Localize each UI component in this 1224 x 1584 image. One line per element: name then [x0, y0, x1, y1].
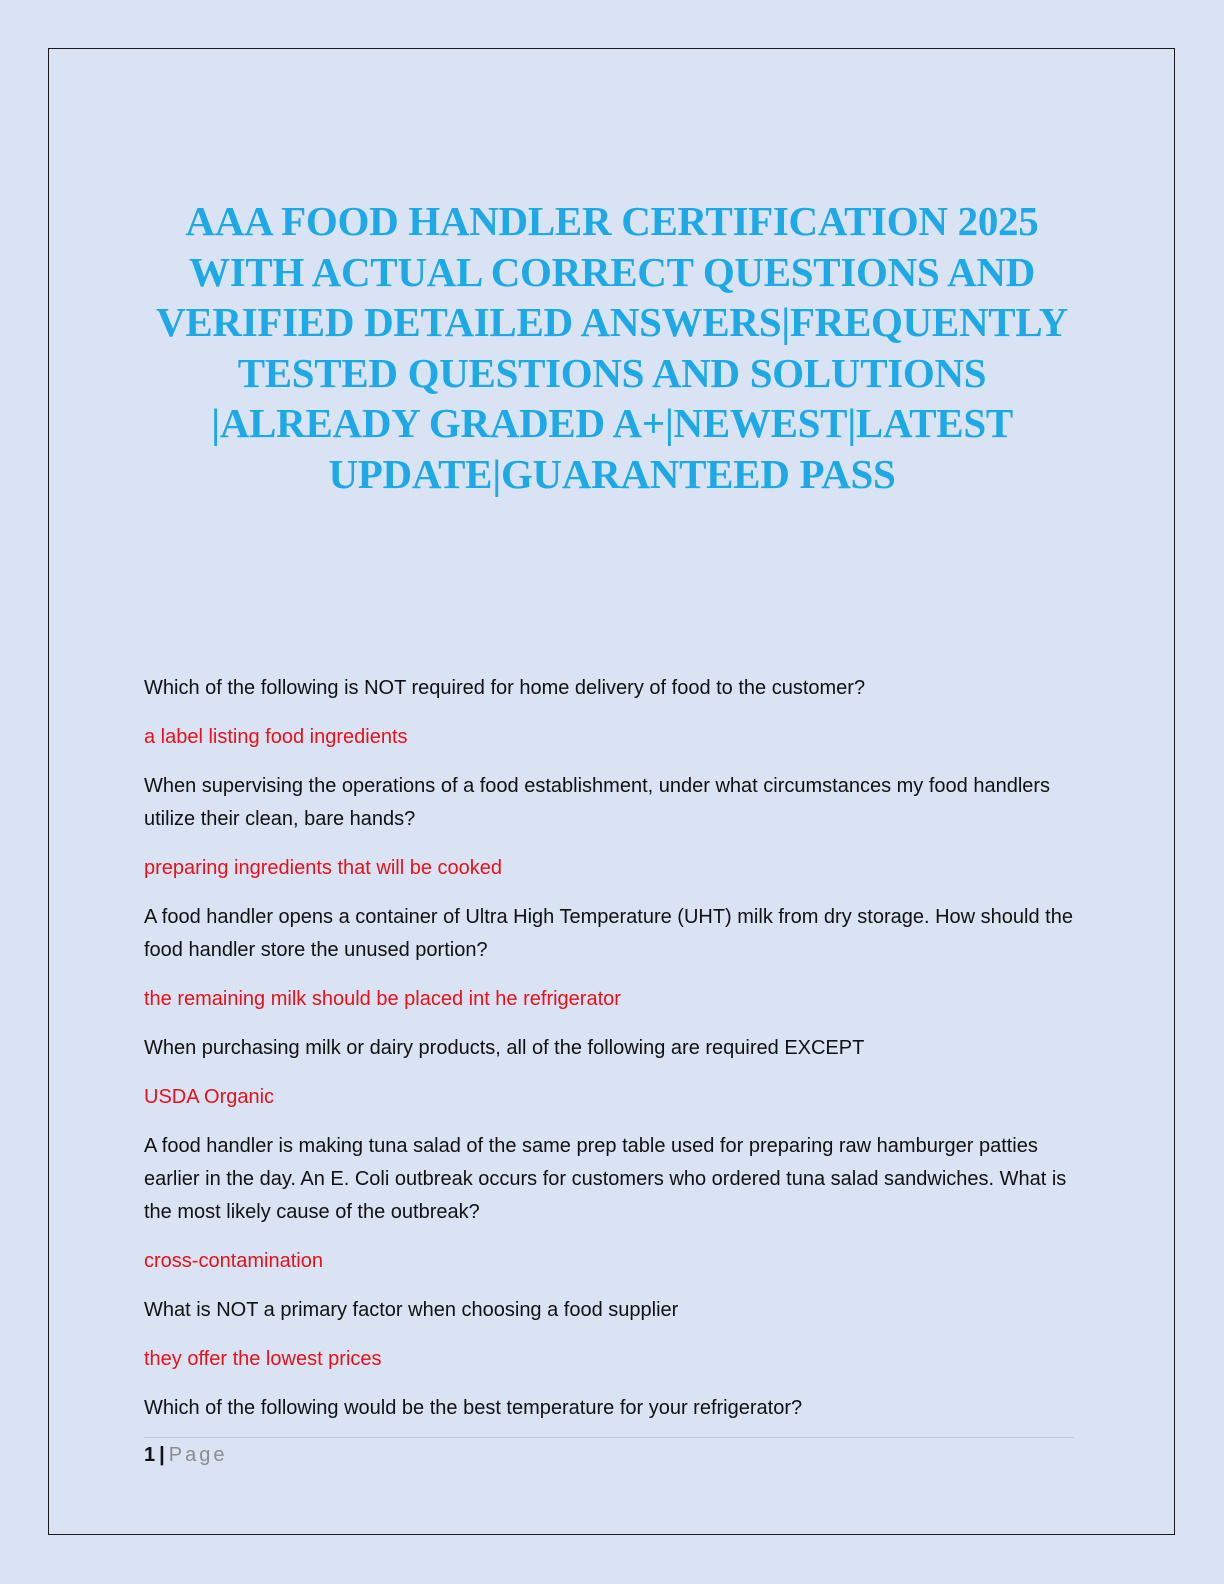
page-footer — [144, 1442, 227, 1468]
footer-separator: | — [159, 1444, 165, 1466]
answer-1: a label listing food ingredients — [144, 726, 408, 748]
question-6: What is NOT a primary factor when choosing a food supplier — [144, 1299, 679, 1321]
answer-5: cross-contamination — [144, 1250, 323, 1272]
question-1: Which of the following is NOT required for home delivery of food to the customer? — [144, 677, 866, 699]
document-title: AAA FOOD HANDLER CERTIFICATION 2025 WITH ACTUAL CORRECT QUESTIONS AND VERIFIED DETAILED ANSWERS|FREQUENTLY TESTED QUESTIONS AND SOLUTIONS |ALREADY GRADED A+|NEWEST|LATEST UPDATE|GUARANTEED PASS — [156, 198, 1068, 497]
answer-3: the remaining milk should be placed int he refrigerator — [144, 988, 621, 1010]
page-label: Page — [168, 1444, 228, 1466]
page-number: 1 — [144, 1444, 156, 1466]
question-7: Which of the following would be the best temperature for your refrigerator? — [144, 1397, 803, 1419]
qa-list — [144, 672, 1074, 1441]
answer-2: preparing ingredients that will be cooked — [144, 857, 502, 879]
answer-4: USDA Organic — [144, 1086, 275, 1108]
answer-6: they offer the lowest prices — [144, 1348, 382, 1370]
question-5: A food handler is making tuna salad of the same prep table used for preparing raw hamburger patties earlier in the day. An E. Coli outbreak occurs for customers who ordered tuna salad sandwiches. What is the most likely cause of the outbreak? — [144, 1135, 1067, 1223]
question-4: When purchasing milk or dairy products, all of the following are required EXCEPT — [144, 1037, 865, 1059]
footer-rule — [144, 1437, 1074, 1438]
question-3: A food handler opens a container of Ultra High Temperature (UHT) milk from dry storage. How should the food handler store the unused portion? — [144, 906, 1073, 961]
question-2: When supervising the operations of a food establishment, under what circumstances my food handlers utilize their clean, bare hands? — [144, 775, 1051, 830]
